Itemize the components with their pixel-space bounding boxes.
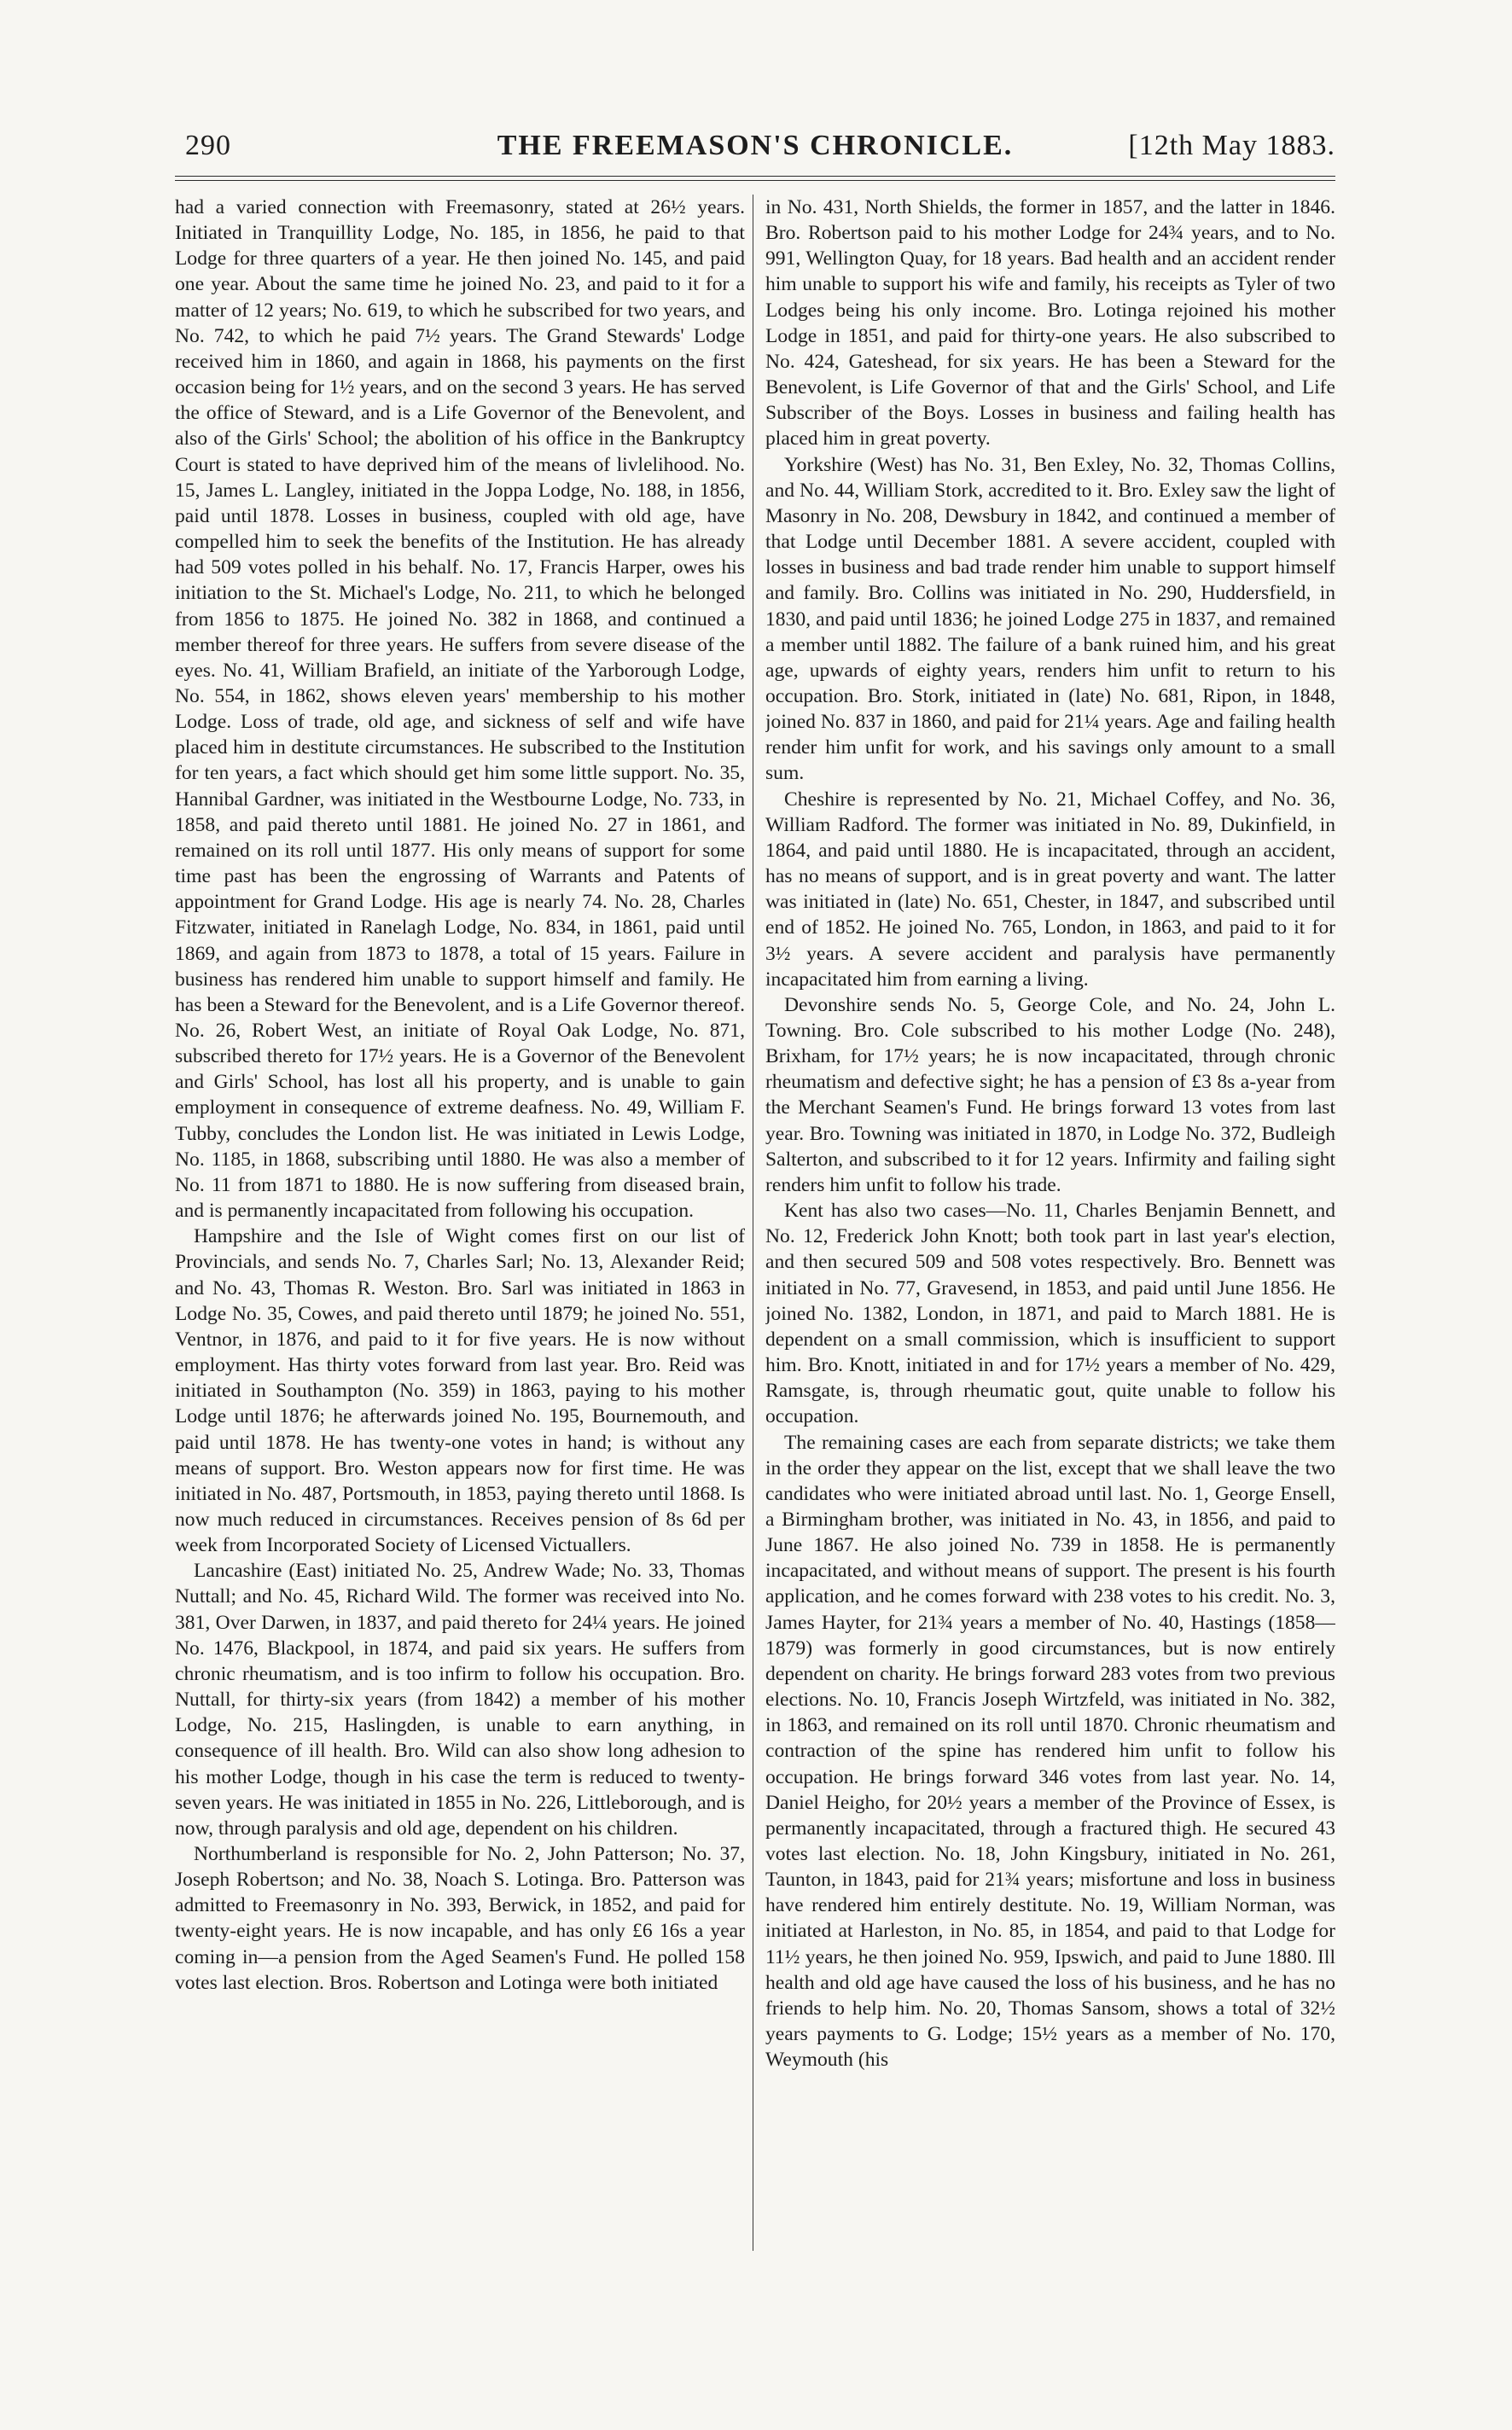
- issue-date: [12th May 1883.: [1128, 130, 1335, 161]
- paragraph-kent: Kent has also two cases—No. 11, Charles Benjamin Bennett, and No. 12, Frederick John Knott; both took part in last year's election, and then secured 509 and 508 votes respectively. Bro. Bennett was initiated in No. 77, Gravesend, in 1853, and paid until June 1856. He joined No. 1382, London, in 1871, and paid to March 1881. He is dependent on a small commission, which is insufficient to support him. Bro. Knott, initiated in and for 17½ years a member of No. 429, Ramsgate, is, through rheumatic gout, quite unable to follow his occupation.: [765, 1200, 1335, 1428]
- header-rule-top: [175, 176, 1335, 177]
- page-number: 290: [185, 130, 231, 161]
- masthead: [175, 124, 1335, 171]
- paragraph-yorkshire-west: Yorkshire (West) has No. 31, Ben Exley, No. 32, Thomas Collins, and No. 44, William Stork, accredited to it. Bro. Exley saw the light of Masonry in No. 208, Dewsbury in 1842, and continued a member of that Lodge until December 1881. A severe accident, coupled with losses in business and bad trade render him unable to support himself and family. Bro. Collins was initiated in No. 290, Huddersfield, in 1830, and paid until 1836; he joined Lodge 275 in 1837, and remained a member until 1882. The failure of a bank ruined him, and his great age, upwards of eighty years, renders him unfit to return to his occupation. Bro. Stork, initiated in (late) No. 681, Ripon, in 1848, joined No. 837 in 1860, and paid for 21¼ years. Age and failing health render him unfit for work, and his savings only amount to a small sum.: [765, 453, 1335, 785]
- paragraph-hampshire: Hampshire and the Isle of Wight comes first on our list of Provincials, and sends No. 7, Charles Sarl; No. 13, Alexander Reid; and No. 43, Thomas R. Weston. Bro. Sarl was initiated in 1863 in Lodge No. 35, Cowes, and paid thereto until 1879; he joined No. 551, Ventnor, in 1876, and paid to it for five years. He is now without employment. Has thirty votes forward from last year. Bro. Reid was initiated in Southampton (No. 359) in 1863, paying to his mother Lodge until 1876; he afterwards joined No. 195, Bournemouth, and paid until 1878. He has twenty-one votes in hand; is without any means of support. Bro. Weston appears now for first time. He was initiated in No. 487, Portsmouth, in 1853, paying thereto until 1868. Is now much reduced in circumstances. Receives pension of 8s 6d per week from Incorporated Society of Licensed Victuallers.: [175, 1225, 745, 1557]
- right-column: [765, 195, 1335, 2251]
- paragraph-northumberland: Northumberland is responsible for No. 2, John Patterson; No. 37, Joseph Robertson; and No. 38, Noach S. Lotinga. Bro. Patterson was admitted to Freemasonry in No. 393, Berwick, in 1852, and paid for twenty-eight years. He is now incapable, and has only £6 16s a year coming in—a pension from the Aged Seamen's Fund. He polled 158 votes last election. Bros. Robertson and Lotinga were both initiated: [175, 1843, 745, 1994]
- paragraph-northumberland-cont: in No. 431, North Shields, the former in 1857, and the latter in 1846. Bro. Robertson paid to his mother Lodge for 24¾ years, and to No. 991, Wellington Quay, for 18 years. Bad health and an accident render him unable to support his wife and family, his receipts as Tyler of two Lodges being his only income. Bro. Lotinga rejoined his mother Lodge in 1851, and paid for thirty-one years. He also subscribed to No. 424, Gateshead, for six years. He has been a Steward for the Benevolent, is Life Governor of that and the Girls' School, and Life Subscriber of the Boys. Losses in business and failing health has placed him in great poverty.: [765, 196, 1335, 451]
- header-rule-bottom: [175, 180, 1335, 181]
- paragraph-london-cases: had a varied connection with Freemasonry, stated at 26½ years. Initiated in Tranquillity Lodge, No. 185, in 1856, he paid to that Lodge for three quarters of a year. He then joined No. 145, and paid one year. About the same time he joined No. 23, and paid to it for a matter of 12 years; No. 619, to which he subscribed for two years, and No. 742, to which he paid 7½ years. The Grand Stewards' Lodge received him in 1860, and again in 1868, his payments on the first occasion being for 1½ years, and on the second 3 years. He has served the office of Steward, and is a Life Governor of the Benevolent, and also of the Girls' School; the abolition of his office in the Bankruptcy Court is stated to have deprived him of the means of livlelihood. No. 15, James L. Langley, initiated in the Joppa Lodge, No. 188, in 1856, paid until 1878. Losses in business, coupled with old age, have compelled him to seek the benefits of the Institution. He has already had 509 votes polled in his behalf. No. 17, Francis Harper, owes his initiation to the St. Michael's Lodge, No. 211, to which he belonged from 1856 to 1875. He joined No. 382 in 1868, and continued a member thereof for three years. He suffers from severe disease of the eyes. No. 41, William Brafield, an initiate of the Yarborough Lodge, No. 554, in 1862, shows eleven years' membership to his mother Lodge. Loss of trade, old age, and sickness of self and wife have placed him in destitute circumstances. He subscribed to the Institution for ten years, a fact which should get him some little support. No. 35, Hannibal Gardner, was initiated in the Westbourne Lodge, No. 733, in 1858, and paid thereto until 1881. He joined No. 27 in 1861, and remained on its roll until 1877. His only means of support for some time past has been the engrossing of Warrants and Patents of appointment for Grand Lodge. His age is nearly 74. No. 28, Charles Fitzwater, initiated in Ranelagh Lodge, No. 834, in 1861, paid until 1869, and again from 1873 to 1878, a total of 15 years. Failure in business has rendered him unable to support himself and family. He has been a Steward for the Benevolent, and is a Life Governor thereof. No. 26, Robert West, an initiate of Royal Oak Lodge, No. 871, subscribed thereto for 17½ years. He is a Governor of the Benevolent and Girls' School, has lost all his property, and is unable to gain employment in consequence of extreme deafness. No. 49, William F. Tubby, concludes the London list. He was initiated in Lewis Lodge, No. 1185, in 1868, subscribing until 1880. He was also a member of No. 11 from 1871 to 1880. He is now suffering from diseased brain, and is permanently incapacitated from following his occupation.: [175, 196, 745, 1223]
- paragraph-devonshire: Devonshire sends No. 5, George Cole, and No. 24, John L. Towning. Bro. Cole subscribed to his mother Lodge (No. 248), Brixham, for 17½ years; he is now incapacitated, through chronic rheumatism and defective sight; he has a pension of £3 8s a-year from the Merchant Seamen's Fund. He brings forward 13 votes from last year. Bro. Towning was initiated in 1870, in Lodge No. 372, Budleigh Salterton, and subscribed to it for 12 years. Infirmity and failing sight renders him unfit to follow his trade.: [765, 993, 1335, 1196]
- publication-title: THE FREEMASON'S CHRONICLE.: [497, 130, 1014, 161]
- paragraph-remaining-cases: The remaining cases are each from separate districts; we take them in the order they appear on the list, except that we shall leave the two candidates who were initiated abroad until last. No. 1, George Ensell, a Birmingham brother, was initiated in No. 43, in 1856, and paid to June 1867. He also joined No. 739 in 1858. He is permanently incapacitated, and without means of support. The present is his fourth application, and he comes forward with 238 votes to his credit. No. 3, James Hayter, for 21¾ years a member of No. 40, Hastings (1858—1879) was formerly in good circumstances, but is now entirely dependent on charity. He brings forward 283 votes from two previous elections. No. 10, Francis Joseph Wirtzfeld, was initiated in No. 382, in 1863, and remained on its roll until 1870. Chronic rheumatism and contraction of the spine has rendered him unfit to follow his occupation. He brings forward 346 votes from last year. No. 14, Daniel Heigho, for 20½ years a member of the Province of Essex, is permanently incapacitated, through a fractured thigh. He secured 43 votes last election. No. 18, John Kingsbury, initiated in No. 261, Taunton, in 1843, paid for 21¾ years; misfortune and loss in business have rendered him entirely destitute. No. 19, William Norman, was initiated at Harleston, in No. 85, in 1854, and paid to that Lodge for 11½ years, he then joined No. 959, Ipswich, and paid to June 1880. Ill health and old age have caused the loss of his business, and he has no friends to help him. No. 20, Thomas Sansom, shows a total of 32½ years payments to G. Lodge; 15½ years as a member of No. 170, Weymouth (his: [765, 1431, 1335, 2072]
- paragraph-lancashire-east: Lancashire (East) initiated No. 25, Andrew Wade; No. 33, Thomas Nuttall; and No. 45, Richard Wild. The former was received into No. 381, Over Darwen, in 1837, and paid thereto for 24¼ years. He joined No. 1476, Blackpool, in 1874, and paid six years. He suffers from chronic rheumatism, and is too infirm to follow his occupation. Bro. Nuttall, for thirty-six years (from 1842) a member of his mother Lodge, No. 215, Haslingden, is unable to earn anything, in consequence of ill health. Bro. Wild can also show long adhesion to his mother Lodge, though in his case the term is reduced to twenty-seven years. He was initiated in 1855 in No. 226, Littleborough, and is now, through paralysis and old age, dependent on his children.: [175, 1560, 745, 1840]
- paragraph-cheshire: Cheshire is represented by No. 21, Michael Coffey, and No. 36, William Radford. The former was initiated in No. 89, Dukinfield, in 1864, and paid until 1880. He is incapacitated, through an accident, has no means of support, and is in great poverty and want. The latter was initiated in (late) No. 651, Chester, in 1847, and subscribed until end of 1852. He joined No. 765, London, in 1863, and paid to it for 3½ years. A severe accident and paralysis have permanently incapacitated him from earning a living.: [765, 788, 1335, 991]
- left-column: [175, 195, 745, 2251]
